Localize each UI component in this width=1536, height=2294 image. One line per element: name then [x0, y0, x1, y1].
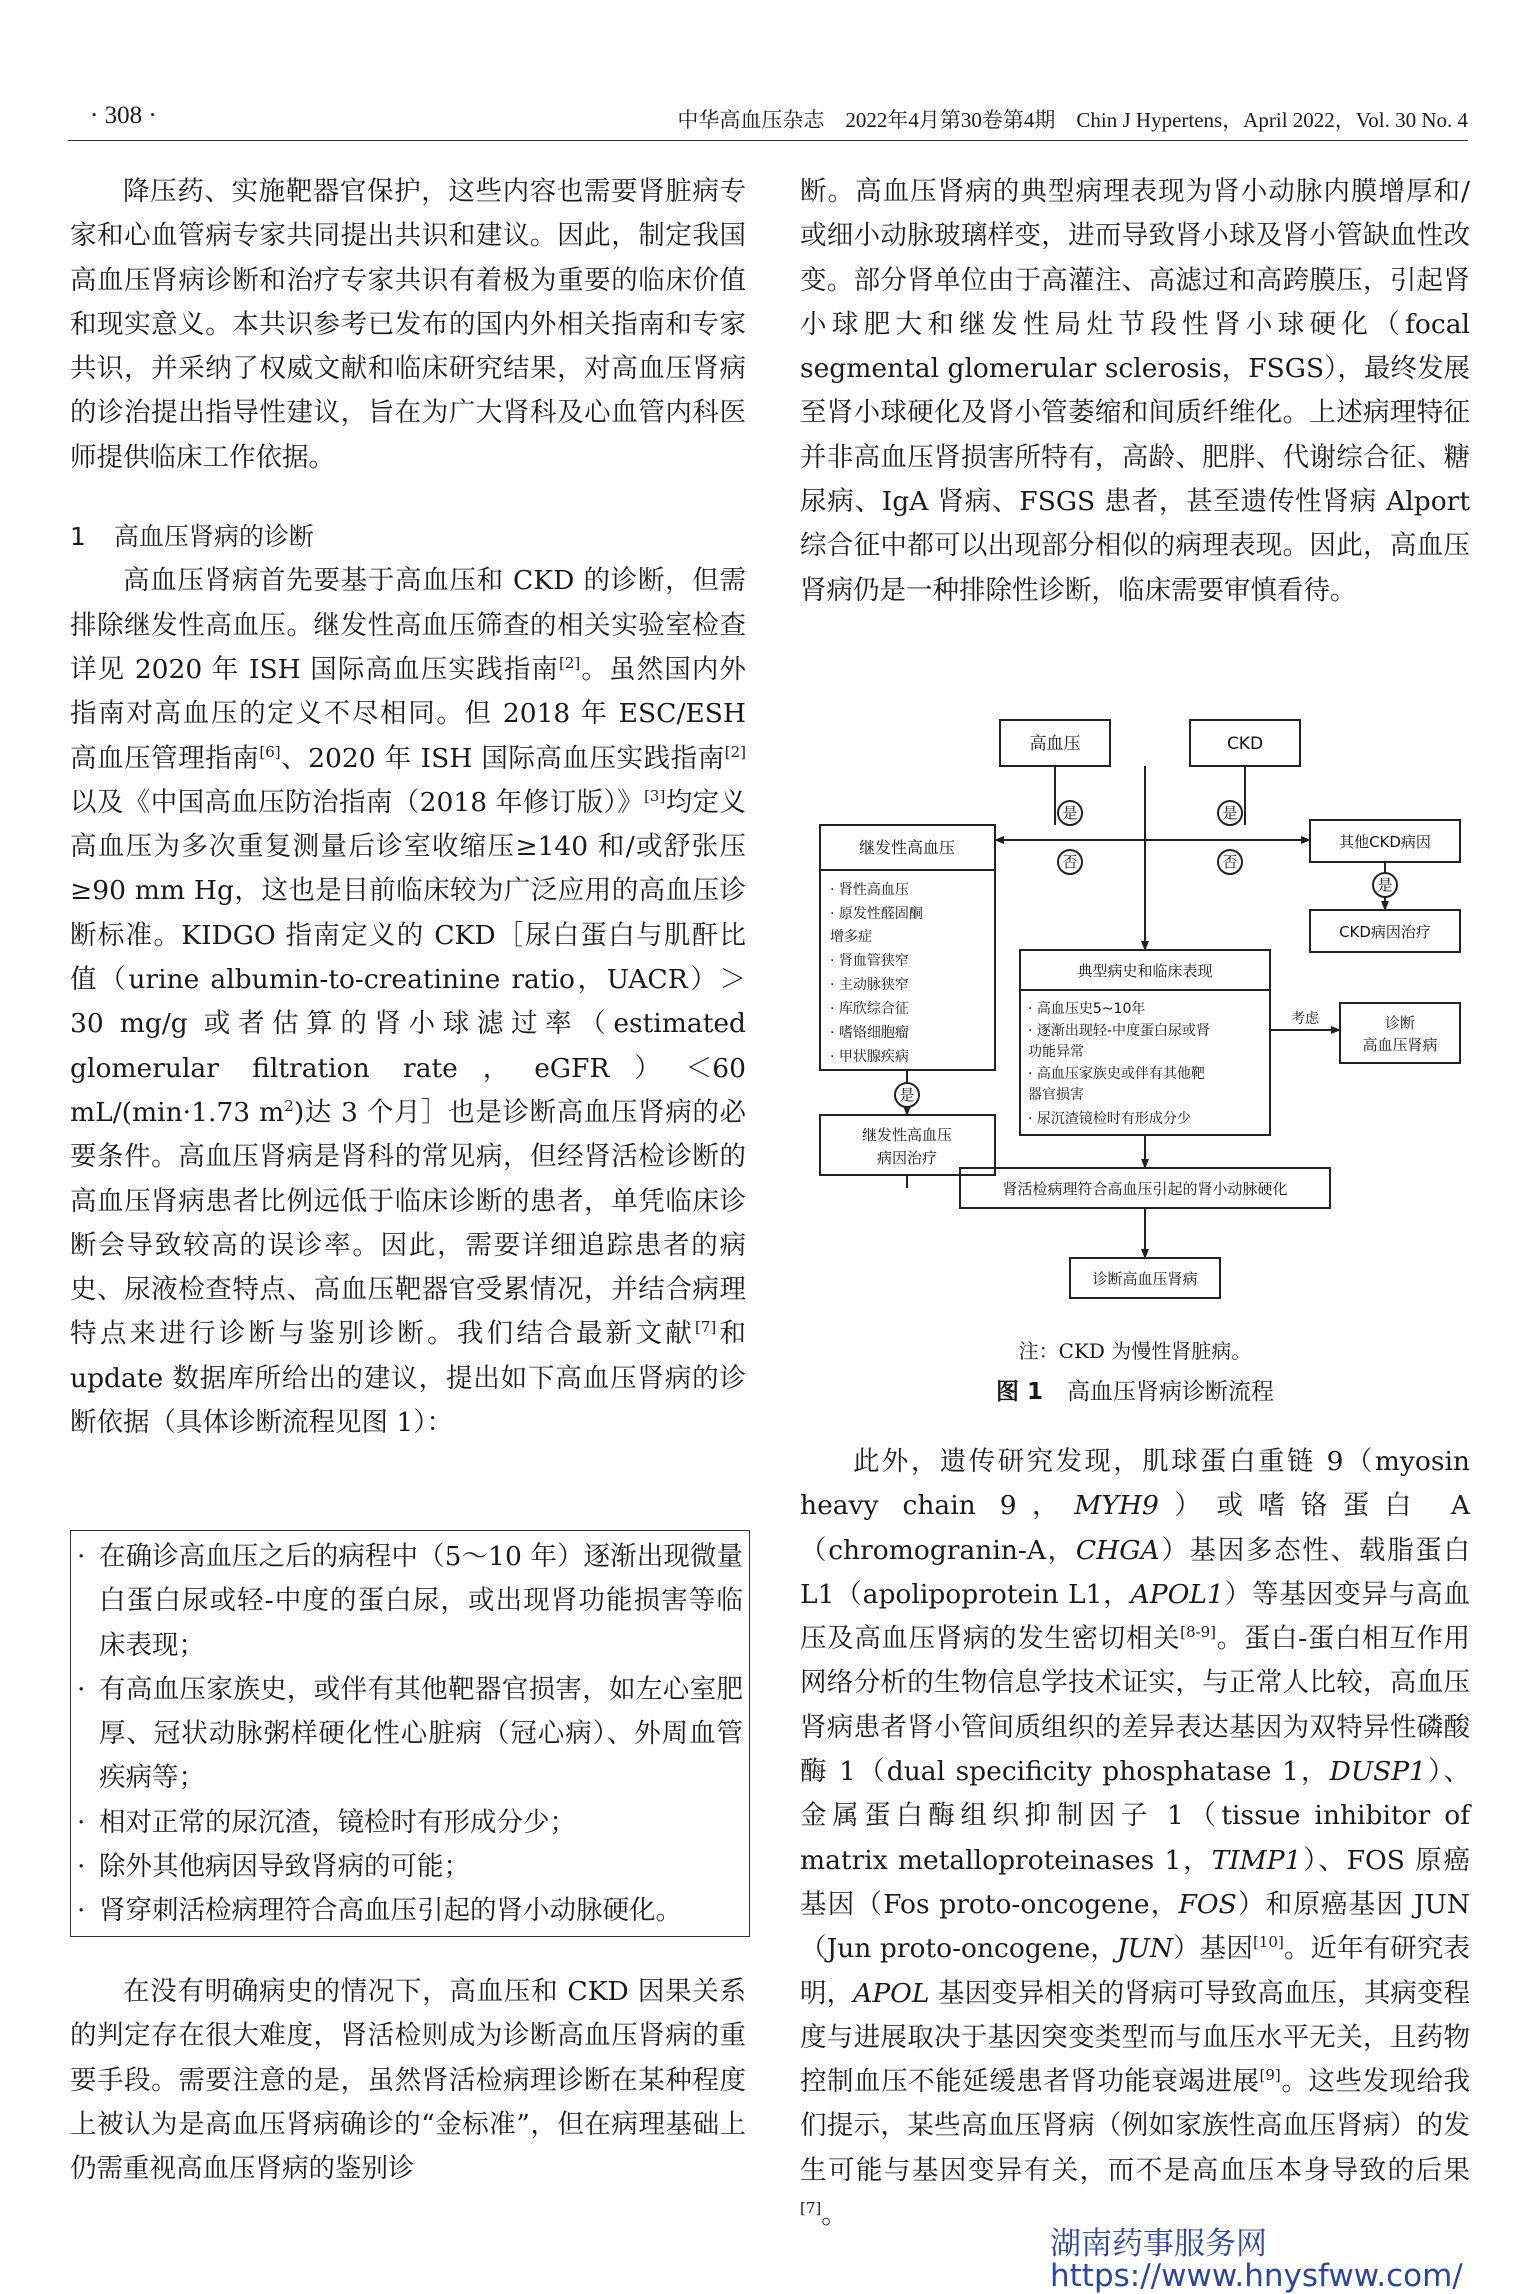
- section-title: 高血压肾病的诊断: [113, 522, 314, 552]
- citation[interactable]: [2]: [558, 654, 581, 673]
- secondary-item: · 嗜铬细胞瘤: [830, 1025, 909, 1041]
- figure-caption: [800, 1373, 1470, 1406]
- consider-label: 考虑: [1291, 1011, 1319, 1027]
- left-column: [70, 170, 746, 1445]
- citation[interactable]: [6]: [259, 742, 281, 761]
- secondary-item: · 库欣综合征: [830, 1001, 909, 1017]
- typical-item: · 尿沉渣镜检时有形成分少: [1028, 1111, 1191, 1127]
- no-label: 否: [1222, 853, 1238, 871]
- paragraph: 此外，遗传研究发现，肌球蛋白重链 9（myosin heavy chain 9，MYH9）或嗜铬蛋白 A（chromogranin-A，CHGA）基因多态性、载脂蛋白 L1（apolipoprotein L1，APOL1）等基因变异与高血压及高血压肾病的发生密切相关[8-9]。蛋白-蛋白相互作用网络分析的生物信息学技术证实，与正常人比较，高血压肾病患者肾小管间质组织的差异表达基因为双特异性磷酸酶 1（dual specificity phosphatase 1，DUSP1）、金属蛋白酶组织抑制因子 1（tissue inhibitor of matrix metalloproteinases 1，TIMP1）、FOS 原癌基因（Fos proto-oncogene，FOS）和原癌基因 JUN（Jun proto-oncogene，JUN）基因[10]。近年有研究表明，APOL 基因变异相关的肾病可导致高血压，其病变程度与进展取决于基因突变类型而与血压水平无关，且药物控制血压不能延缓患者肾功能衰竭进展[9]。这些发现给我们提示，某些高血压肾病（例如家族性高血压肾病）的发生可能与基因变异有关，而不是高血压本身导致的后果[7]。: [800, 1446, 1471, 2231]
- citation[interactable]: [8-9]: [1180, 1623, 1217, 1642]
- bullet: ·: [77, 1673, 86, 1705]
- yes-label: 是: [1062, 804, 1078, 822]
- biopsy-label: 肾活检病理符合高血压引起的肾小动脉硬化: [1002, 1180, 1288, 1198]
- figure-title: 高血压肾病诊断流程: [1067, 1379, 1274, 1405]
- citation[interactable]: [3]: [644, 787, 666, 806]
- figure-note: 注：CKD 为慢性肾脏病。: [1018, 1339, 1252, 1363]
- criteria-item: · 除外其他病因导致肾病的可能；: [77, 1845, 743, 1889]
- yes-label: 是: [1377, 876, 1393, 894]
- right-column-bottom: [800, 1440, 1470, 2237]
- secondary-treatment-label-1: 继发性高血压: [861, 1126, 953, 1144]
- typical-item: · 高血压史5~10年: [1028, 1001, 1146, 1017]
- yes-label: 是: [1222, 804, 1238, 822]
- figure-flowchart: [800, 710, 1470, 1330]
- no-label: 否: [1062, 853, 1078, 871]
- typical-title-label: 典型病史和临床表现: [1077, 962, 1213, 980]
- citation[interactable]: [7]: [800, 2199, 822, 2218]
- diagnosis-label-1: 诊断: [1384, 1014, 1416, 1032]
- diagnosis-box-1: [1340, 1003, 1460, 1063]
- bullet: ·: [77, 1806, 86, 1838]
- typical-item: 器官损害: [1028, 1087, 1084, 1103]
- page-number: · 308 ·: [90, 102, 157, 129]
- criteria-item: · 有高血压家族史，或伴有其他靶器官损害，如左心室肥厚、冠状动脉粥样硬化性心脏病（冠心病）、外周血管疾病等；: [77, 1668, 743, 1801]
- watermark-url[interactable]: https://www.hnysfww.com/: [1050, 2258, 1463, 2294]
- superscript: 2: [284, 1097, 294, 1116]
- citation[interactable]: [7]: [695, 1318, 717, 1337]
- secondary-htn-label: 继发性高血压: [858, 838, 956, 857]
- secondary-item: · 原发性醛固酮: [830, 906, 923, 922]
- paragraph: 断。高血压肾病的典型病理表现为肾小动脉内膜增厚和/或细小动脉玻璃样变，进而导致肾小球及肾小管缺血性改变。部分肾单位由于高灌注、高滤过和高跨膜压，引起肾小球肥大和继发性局灶节段性肾小球硬化（focal segmental glomerular sclerosis，FSGS），最终发展至肾小球硬化及肾小管萎缩和间质纤维化。上述病理特征并非高血压肾损害所特有，高龄、肥胖、代谢综合征、糖尿病、IgA 肾病、FSGS 患者，甚至遗传性肾病 Alport 综合征中都可以出现部分相似的病理表现。因此，高血压肾病仍是一种排除性诊断，临床需要审慎看待。: [800, 176, 1470, 606]
- secondary-item: 增多症: [830, 929, 872, 945]
- secondary-item: · 肾性高血压: [830, 882, 909, 898]
- running-header: [68, 100, 1468, 141]
- typical-item: 功能异常: [1028, 1044, 1084, 1060]
- figure-label: 图 1: [995, 1379, 1043, 1405]
- diagnosis-label-2: 高血压肾病: [1362, 1036, 1438, 1054]
- other-ckd-label: 其他CKD病因: [1339, 833, 1431, 851]
- bullet: ·: [77, 1895, 86, 1927]
- bullet: ·: [77, 1851, 86, 1883]
- ckd-treatment-label: CKD病因治疗: [1339, 923, 1431, 941]
- typical-item: · 逐渐出现轻-中度蛋白尿或肾: [1028, 1023, 1210, 1039]
- paragraph: 高血压肾病首先要基于高血压和 CKD 的诊断，但需排除继发性高血压。继发性高血压筛查的相关实验室检查详见 2020 年 ISH 国际高血压实践指南[2]。虽然国内外指南对高血压的定义不尽相同。但 2018 年 ESC/ESH 高血压管理指南[6]、2020 年 ISH 国际高血压实践指南[2]以及《中国高血压防治指南（2018 年修订版）》[3]均定义高血压为多次重复测量后诊室收缩压≥140 和/或舒张压≥90 mm Hg，这也是目前临床较为广泛应用的高血压诊断标准。KIDGO 指南定义的 CKD［尿白蛋白与肌酐比值（urine albumin-to-creatinine ratio，UACR）＞30 mg/g 或者估算的肾小球滤过率（estimated glomerular filtration rate，eGFR）＜60 mL/(min·1.73 $m^2$)达 3 个月］也是诊断高血压肾病的必要条件。高血压肾病是肾科的常见病，但经肾活检诊断的高血压肾病患者比例远低于临床诊断的患者，单凭临床诊断会导致较高的误诊率。因此，需要详细追踪患者的病史、尿液检查特点、高血压靶器官受累情况，并结合病理特点来进行诊断与鉴别诊断。我们结合最新文献[7]和 update 数据库所给出的建议，提出如下高血压肾病的诊断依据（具体诊断流程见图 1）：: [70, 565, 747, 1439]
- yes-label: 是: [899, 1086, 915, 1104]
- left-column-bottom: [70, 1970, 746, 2191]
- criteria-item: · 肾穿刺活检病理符合高血压引起的肾小动脉硬化。: [77, 1889, 743, 1933]
- citation[interactable]: [9]: [1259, 2066, 1281, 2085]
- section-number: 1: [70, 522, 86, 552]
- flowchart-svg: [800, 710, 1470, 1330]
- secondary-item: · 肾血管狭窄: [830, 953, 909, 969]
- secondary-treatment-label-2: 病因治疗: [876, 1149, 938, 1167]
- secondary-item: · 主动脉狭窄: [830, 977, 909, 993]
- ckd-label: CKD: [1226, 734, 1264, 754]
- criteria-item: · 在确诊高血压之后的病程中（5～10 年）逐渐出现微量白蛋白尿或轻-中度的蛋白尿，或出现肾功能损害等临床表现；: [77, 1535, 743, 1668]
- paragraph: 降压药、实施靶器官保护，这些内容也需要肾脏病专家和心血管病专家共同提出共识和建议。因此，制定我国高血压肾病诊断和治疗专家共识有着极为重要的临床价值和现实意义。本共识参考已发布的国内外相关指南和专家共识，并采纳了权威文献和临床研究结果，对高血压肾病的诊治提出指导性建议，旨在为广大肾科及心血管内科医师提供临床工作依据。: [70, 176, 746, 473]
- journal-citation: 中华高血压杂志 2022年4月第30卷第4期 Chin J Hypertens，April 2022，Vol. 30 No. 4: [677, 108, 1468, 132]
- diagnosis-final-label: 诊断高血压肾病: [1092, 1270, 1198, 1288]
- criteria-item: · 相对正常的尿沉渣，镜检时有形成分少；: [77, 1801, 743, 1845]
- watermark-title: 湖南药事服务网: [1050, 2226, 1267, 2262]
- citation[interactable]: [2]: [724, 742, 747, 761]
- bullet: ·: [77, 1541, 86, 1572]
- citation[interactable]: [10]: [1253, 1933, 1284, 1952]
- hypertension-label: 高血压: [1029, 734, 1081, 754]
- typical-item: · 高血压家族史或伴有其他靶: [1028, 1066, 1205, 1082]
- right-column: [800, 170, 1470, 613]
- secondary-item: · 甲状腺疾病: [830, 1049, 909, 1065]
- section-heading: [70, 515, 746, 559]
- paragraph: 在没有明确病史的情况下，高血压和 CKD 因果关系的判定存在很大难度，肾活检则成为诊断高血压肾病的重要手段。需要注意的是，虽然肾活检病理诊断在某种程度上被认为是高血压肾病确诊的“金标准”，但在病理基础上仍需重视高血压肾病的鉴别诊: [70, 1976, 746, 2185]
- diagnostic-criteria-box: [70, 1530, 750, 1937]
